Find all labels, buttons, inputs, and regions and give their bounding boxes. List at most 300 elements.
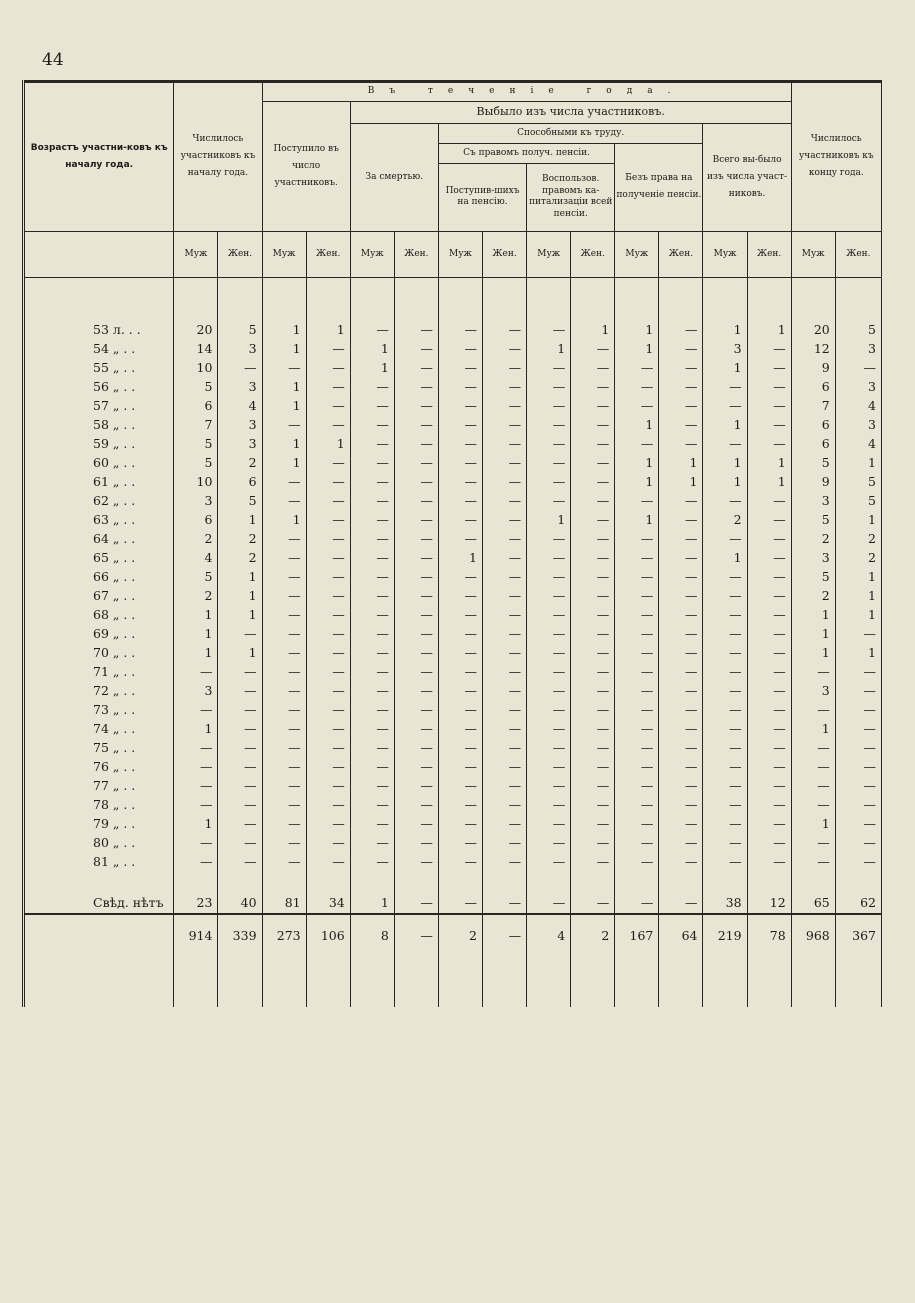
table-cell: —	[262, 358, 306, 377]
table-cell: —	[438, 510, 482, 529]
table-cell: —	[703, 795, 747, 814]
table-cell: —	[703, 624, 747, 643]
table-cell: —	[659, 358, 703, 377]
table-cell	[659, 871, 703, 893]
table-cell: —	[483, 472, 527, 491]
table-cell	[350, 957, 394, 1007]
table-cell: —	[483, 893, 527, 914]
table-row	[24, 453, 882, 472]
spacer-cell	[527, 277, 571, 320]
table-cell: 5	[835, 491, 881, 510]
spacer-cell	[703, 277, 747, 320]
table-cell: —	[747, 757, 791, 776]
table-cell: —	[747, 491, 791, 510]
table-cell: —	[350, 529, 394, 548]
header-age-spacer	[24, 231, 174, 277]
table-cell: —	[394, 624, 438, 643]
table-row	[24, 757, 882, 776]
table-cell: 5	[218, 320, 262, 339]
table-cell: 5	[174, 434, 218, 453]
age-label: 68 „ . .	[24, 605, 174, 624]
table-cell: —	[394, 453, 438, 472]
table-cell: 1	[747, 320, 791, 339]
table-cell: —	[438, 893, 482, 914]
table-cell: —	[659, 339, 703, 358]
table-cell	[527, 871, 571, 893]
table-cell: 1	[703, 320, 747, 339]
table-cell: 1	[615, 339, 659, 358]
table-row	[24, 377, 882, 396]
table-cell: —	[659, 529, 703, 548]
table-cell: —	[350, 453, 394, 472]
table-cell: —	[571, 510, 615, 529]
table-cell: 1	[791, 624, 835, 643]
table-cell: 2	[174, 529, 218, 548]
table-cell: —	[703, 567, 747, 586]
table-cell: —	[483, 396, 527, 415]
table-cell: 1	[306, 320, 350, 339]
table-cell: —	[262, 719, 306, 738]
table-cell: 3	[218, 415, 262, 434]
table-cell: —	[527, 681, 571, 700]
table-cell: —	[350, 795, 394, 814]
table-cell: —	[483, 529, 527, 548]
table-cell: —	[659, 415, 703, 434]
table-cell: —	[483, 320, 527, 339]
table-cell: 2	[791, 529, 835, 548]
table-cell: —	[483, 567, 527, 586]
age-label: 67 „ . .	[24, 586, 174, 605]
table-cell: 1	[262, 396, 306, 415]
table-cell: —	[527, 795, 571, 814]
table-cell: —	[262, 681, 306, 700]
table-cell: 2	[218, 529, 262, 548]
table-cell: —	[703, 700, 747, 719]
table-cell: —	[747, 681, 791, 700]
table-cell: —	[394, 914, 438, 957]
table-cell: —	[703, 852, 747, 871]
table-cell: —	[483, 624, 527, 643]
table-cell	[262, 871, 306, 893]
table-cell: —	[438, 776, 482, 795]
table-cell: 1	[174, 624, 218, 643]
table-cell	[262, 957, 306, 1007]
table-cell: —	[438, 738, 482, 757]
header-female: Жен.	[835, 231, 881, 277]
table-cell: —	[747, 339, 791, 358]
table-cell: 167	[615, 914, 659, 957]
table-cell: —	[394, 738, 438, 757]
table-cell: —	[615, 662, 659, 681]
table-cell: 3	[174, 491, 218, 510]
table-cell: —	[615, 434, 659, 453]
table-cell: —	[306, 681, 350, 700]
table-cell: —	[306, 567, 350, 586]
table-cell: —	[615, 814, 659, 833]
table-cell: —	[659, 396, 703, 415]
header-male: Муж	[615, 231, 659, 277]
table-cell: —	[394, 586, 438, 605]
table-cell: —	[835, 795, 881, 814]
spacer-cell	[218, 277, 262, 320]
table-cell: —	[306, 719, 350, 738]
table-row	[24, 339, 882, 358]
table-cell: 1	[571, 320, 615, 339]
table-cell: —	[703, 529, 747, 548]
table-cell: —	[350, 757, 394, 776]
table-cell: —	[438, 434, 482, 453]
table-cell: —	[306, 852, 350, 871]
table-cell: —	[306, 358, 350, 377]
table-cell: —	[394, 643, 438, 662]
table-cell: —	[791, 662, 835, 681]
table-cell: —	[571, 605, 615, 624]
table-cell: —	[659, 624, 703, 643]
table-cell: —	[350, 719, 394, 738]
table-cell: —	[747, 415, 791, 434]
age-label: 65 „ . .	[24, 548, 174, 567]
table-row	[24, 548, 882, 567]
table-cell: —	[615, 833, 659, 852]
table-cell: —	[483, 738, 527, 757]
table-cell: —	[218, 795, 262, 814]
table-cell: —	[262, 662, 306, 681]
header-male: Муж	[438, 231, 482, 277]
table-cell	[659, 957, 703, 1007]
table-cell: —	[483, 643, 527, 662]
table-cell: —	[394, 852, 438, 871]
table-cell: 5	[835, 320, 881, 339]
table-cell: —	[527, 434, 571, 453]
header-left: Выбыло изъ числа участниковъ.	[350, 102, 791, 124]
table-cell: —	[262, 624, 306, 643]
table-cell: —	[394, 548, 438, 567]
table-cell: —	[791, 757, 835, 776]
age-label: 64 „ . .	[24, 529, 174, 548]
table-cell	[791, 957, 835, 1007]
table-cell: 4	[835, 434, 881, 453]
table-cell: —	[394, 434, 438, 453]
table-cell: —	[438, 491, 482, 510]
table-cell: 4	[174, 548, 218, 567]
table-cell: —	[394, 681, 438, 700]
table-cell: —	[615, 624, 659, 643]
table-cell: —	[527, 738, 571, 757]
table-cell: —	[527, 358, 571, 377]
table-row	[24, 700, 882, 719]
table-cell	[703, 871, 747, 893]
table-cell: —	[394, 795, 438, 814]
table-cell: —	[306, 472, 350, 491]
table-cell: —	[262, 776, 306, 795]
table-cell: —	[262, 548, 306, 567]
age-label: 57 „ . .	[24, 396, 174, 415]
header-female: Жен.	[394, 231, 438, 277]
table-cell: —	[527, 586, 571, 605]
table-cell: —	[659, 377, 703, 396]
table-cell: 3	[218, 434, 262, 453]
table-cell: —	[747, 529, 791, 548]
table-row	[24, 795, 882, 814]
table-cell: 1	[527, 339, 571, 358]
table-cell: —	[615, 548, 659, 567]
table-row	[24, 643, 882, 662]
table-cell: —	[615, 396, 659, 415]
table-cell: —	[438, 662, 482, 681]
table-cell: 1	[615, 472, 659, 491]
table-row	[24, 719, 882, 738]
table-cell: —	[703, 681, 747, 700]
table-cell: 4	[218, 396, 262, 415]
table-cell: —	[571, 567, 615, 586]
table-cell: —	[438, 415, 482, 434]
table-cell: —	[747, 434, 791, 453]
table-cell: 4	[527, 914, 571, 957]
table-cell: —	[527, 396, 571, 415]
age-table	[22, 80, 882, 1007]
table-cell: 1	[218, 510, 262, 529]
header-female: Жен.	[659, 231, 703, 277]
table-cell: —	[527, 700, 571, 719]
table-cell	[394, 871, 438, 893]
table-cell: —	[659, 548, 703, 567]
age-label: 72 „ . .	[24, 681, 174, 700]
table-cell: —	[527, 833, 571, 852]
table-cell: —	[571, 776, 615, 795]
table-cell: —	[218, 662, 262, 681]
header-male: Муж	[527, 231, 571, 277]
table-cell: —	[262, 605, 306, 624]
table-cell: —	[615, 681, 659, 700]
table-cell: —	[527, 377, 571, 396]
table-cell: —	[659, 510, 703, 529]
table-cell: —	[703, 719, 747, 738]
table-cell: 3	[218, 339, 262, 358]
table-cell: —	[350, 434, 394, 453]
table-cell: —	[394, 757, 438, 776]
table-cell: —	[438, 814, 482, 833]
table-cell: 65	[791, 893, 835, 914]
table-row	[24, 852, 882, 871]
table-cell: —	[394, 529, 438, 548]
table-cell: 9	[791, 472, 835, 491]
spacer-cell	[835, 277, 881, 320]
spacer-cell	[571, 277, 615, 320]
table-cell: 1	[835, 605, 881, 624]
table-cell: —	[350, 681, 394, 700]
table-cell: —	[615, 358, 659, 377]
table-cell: 20	[791, 320, 835, 339]
table-cell: 1	[350, 893, 394, 914]
table-cell: —	[438, 529, 482, 548]
table-cell: —	[659, 738, 703, 757]
table-cell: —	[527, 453, 571, 472]
table-cell: —	[659, 586, 703, 605]
table-cell: —	[394, 510, 438, 529]
table-cell: —	[394, 833, 438, 852]
table-cell: —	[615, 757, 659, 776]
table-cell: —	[350, 814, 394, 833]
table-cell: 1	[262, 510, 306, 529]
table-cell: —	[483, 358, 527, 377]
table-cell: 1	[218, 567, 262, 586]
header-during-year: Въ теченіе года.	[262, 82, 791, 102]
age-label: 59 „ . .	[24, 434, 174, 453]
table-cell: —	[703, 396, 747, 415]
table-cell	[483, 957, 527, 1007]
header-joined: Поступило въ число участниковъ.	[262, 102, 350, 232]
table-cell: 3	[218, 377, 262, 396]
table-cell: —	[747, 605, 791, 624]
table-cell: —	[659, 893, 703, 914]
table-cell: —	[747, 567, 791, 586]
table-cell: —	[218, 738, 262, 757]
table-cell: —	[218, 700, 262, 719]
table-cell: —	[571, 852, 615, 871]
table-cell: —	[835, 833, 881, 852]
table-cell: —	[571, 662, 615, 681]
table-cell: 1	[791, 814, 835, 833]
table-cell: —	[791, 795, 835, 814]
table-cell: —	[571, 681, 615, 700]
age-label: 53 л. . .	[24, 320, 174, 339]
table-cell: —	[571, 624, 615, 643]
header-retired: Поступив-шихъ на пенсію.	[438, 163, 526, 231]
table-cell: 1	[262, 377, 306, 396]
table-cell: 3	[791, 681, 835, 700]
table-cell: —	[571, 472, 615, 491]
table-cell: —	[262, 567, 306, 586]
table-row	[24, 681, 882, 700]
table-cell: —	[659, 643, 703, 662]
table-cell: —	[747, 548, 791, 567]
table-cell: 7	[174, 415, 218, 434]
table-cell: —	[306, 453, 350, 472]
table-cell	[218, 957, 262, 1007]
table-cell: 1	[835, 586, 881, 605]
table-cell: —	[703, 491, 747, 510]
table-cell: 3	[835, 377, 881, 396]
table-cell: —	[350, 491, 394, 510]
table-cell: —	[615, 491, 659, 510]
table-cell	[394, 957, 438, 1007]
table-cell: —	[659, 700, 703, 719]
table-cell: —	[394, 605, 438, 624]
table-cell: 1	[703, 415, 747, 434]
table-cell: —	[615, 700, 659, 719]
table-cell	[703, 957, 747, 1007]
table-cell: —	[659, 434, 703, 453]
table-cell: —	[262, 491, 306, 510]
table-cell: —	[527, 757, 571, 776]
table-cell: 2	[791, 586, 835, 605]
header-total-left: Всего вы-было изъ числа участ-никовъ.	[703, 123, 791, 231]
table-cell: 1	[527, 510, 571, 529]
table-cell: —	[483, 510, 527, 529]
table-cell: 914	[174, 914, 218, 957]
table-cell: —	[615, 567, 659, 586]
table-cell: —	[306, 757, 350, 776]
table-cell: 968	[791, 914, 835, 957]
page-number: 44	[42, 50, 64, 70]
table-row	[24, 358, 882, 377]
table-cell: —	[615, 893, 659, 914]
table-cell: —	[615, 738, 659, 757]
table-cell: —	[571, 833, 615, 852]
table-row	[24, 957, 882, 1007]
header-age: Возрастъ участни-ковъ къ началу года.	[24, 82, 174, 232]
age-label: 79 „ . .	[24, 814, 174, 833]
spacer-cell	[306, 277, 350, 320]
spacer-cell	[350, 277, 394, 320]
table-cell: —	[615, 852, 659, 871]
table-cell: 5	[791, 567, 835, 586]
table-cell: —	[262, 738, 306, 757]
table-cell: —	[438, 586, 482, 605]
table-cell: 78	[747, 914, 791, 957]
table-cell: —	[571, 757, 615, 776]
table-cell: 1	[174, 719, 218, 738]
table-cell: —	[747, 833, 791, 852]
table-cell: —	[394, 662, 438, 681]
table-cell	[835, 871, 881, 893]
table-cell: —	[306, 339, 350, 358]
table-row	[24, 510, 882, 529]
table-cell: —	[483, 662, 527, 681]
table-cell: —	[306, 662, 350, 681]
table-cell: —	[350, 396, 394, 415]
table-cell	[174, 957, 218, 1007]
table-cell: 6	[174, 510, 218, 529]
table-cell: —	[218, 719, 262, 738]
table-cell: 1	[306, 434, 350, 453]
table-cell: —	[218, 624, 262, 643]
table-cell: —	[571, 795, 615, 814]
table-cell: 3	[791, 491, 835, 510]
table-cell: —	[483, 491, 527, 510]
header-male: Муж	[791, 231, 835, 277]
age-label: 76 „ . .	[24, 757, 174, 776]
age-label: 61 „ . .	[24, 472, 174, 491]
table-cell: —	[483, 833, 527, 852]
table-cell: —	[394, 491, 438, 510]
table-cell: —	[659, 852, 703, 871]
table-cell: 1	[438, 548, 482, 567]
table-cell: 1	[174, 814, 218, 833]
table-cell: —	[835, 358, 881, 377]
table-cell: 5	[791, 510, 835, 529]
table-cell: —	[306, 529, 350, 548]
age-label: 81 „ . .	[24, 852, 174, 871]
table-cell: —	[571, 453, 615, 472]
table-cell: —	[527, 491, 571, 510]
header-capital: Воспользов. правомъ ка-питализаціи всей пенсіи.	[527, 163, 615, 231]
table-cell: —	[659, 567, 703, 586]
table-cell: 1	[615, 453, 659, 472]
table-cell: —	[483, 339, 527, 358]
table-cell	[747, 957, 791, 1007]
age-label: 60 „ . .	[24, 453, 174, 472]
table-cell: —	[394, 814, 438, 833]
table-cell: 10	[174, 358, 218, 377]
table-cell: 1	[791, 719, 835, 738]
table-cell: —	[791, 738, 835, 757]
table-cell: —	[483, 776, 527, 795]
table-cell: —	[438, 624, 482, 643]
age-label: 74 „ . .	[24, 719, 174, 738]
header-female: Жен.	[306, 231, 350, 277]
header-female: Жен.	[483, 231, 527, 277]
